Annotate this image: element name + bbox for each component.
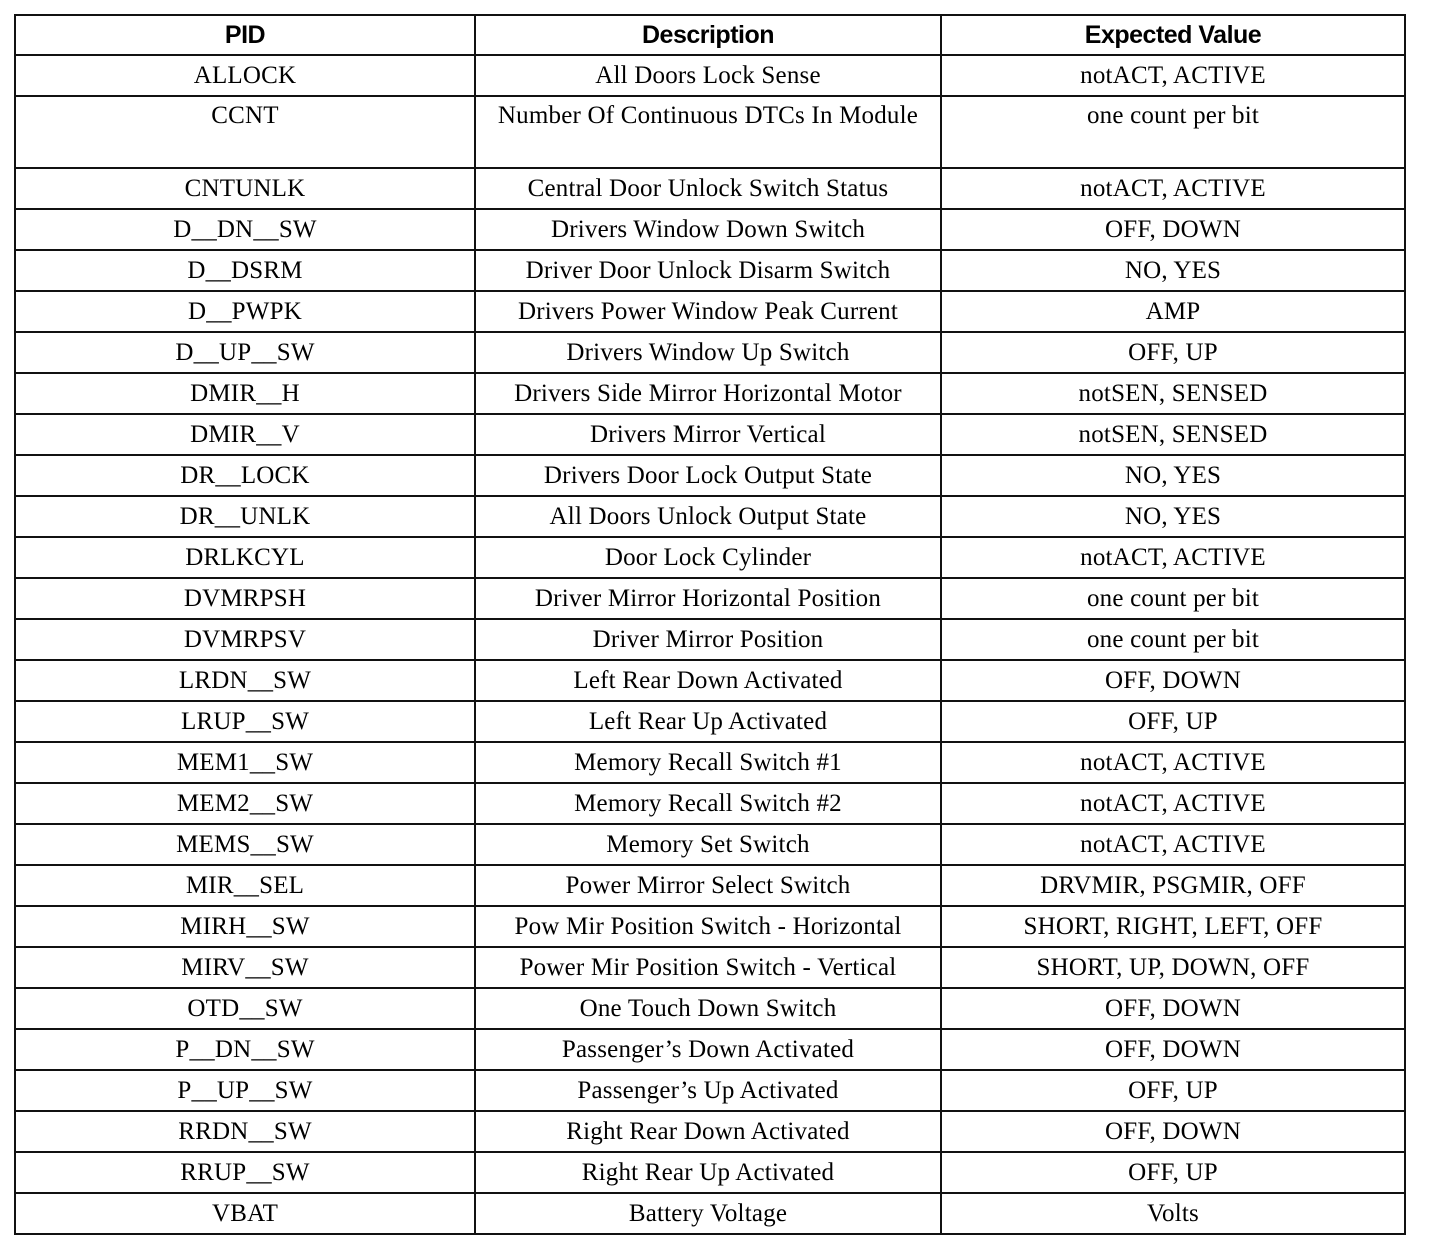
description-cell: Drivers Door Lock Output State — [475, 455, 941, 496]
pid-cell: RRDN__SW — [15, 1111, 475, 1152]
description-cell: Driver Mirror Position — [475, 619, 941, 660]
description-cell: Door Lock Cylinder — [475, 537, 941, 578]
description-cell: Left Rear Down Activated — [475, 660, 941, 701]
description-cell: Drivers Window Up Switch — [475, 332, 941, 373]
expected-value-cell: SHORT, UP, DOWN, OFF — [941, 947, 1405, 988]
description-cell: Power Mir Position Switch - Vertical — [475, 947, 941, 988]
pid-cell: ALLOCK — [15, 55, 475, 96]
expected-value-cell: Volts — [941, 1193, 1405, 1234]
expected-value-cell: notACT, ACTIVE — [941, 168, 1405, 209]
table-row — [15, 988, 1405, 1029]
table-row — [15, 578, 1405, 619]
pid-cell: DMIR__V — [15, 414, 475, 455]
table-row — [15, 1070, 1405, 1111]
table-row — [15, 906, 1405, 947]
table-row — [15, 865, 1405, 906]
expected-value-cell: one count per bit — [941, 619, 1405, 660]
description-cell: Drivers Side Mirror Horizontal Motor — [475, 373, 941, 414]
description-cell: Central Door Unlock Switch Status — [475, 168, 941, 209]
table-row — [15, 1193, 1405, 1234]
table-row — [15, 55, 1405, 96]
pid-table — [14, 14, 1406, 1235]
table-row — [15, 1111, 1405, 1152]
description-cell: Passenger’s Down Activated — [475, 1029, 941, 1070]
pid-cell: DVMRPSH — [15, 578, 475, 619]
table-row — [15, 783, 1405, 824]
pid-cell: CNTUNLK — [15, 168, 475, 209]
pid-cell: LRDN__SW — [15, 660, 475, 701]
document-page — [14, 14, 1406, 1235]
table-row — [15, 537, 1405, 578]
pid-cell: D__UP__SW — [15, 332, 475, 373]
expected-value-cell: AMP — [941, 291, 1405, 332]
table-row — [15, 824, 1405, 865]
expected-value-cell: one count per bit — [941, 96, 1405, 168]
pid-cell: MIRV__SW — [15, 947, 475, 988]
pid-cell: P__UP__SW — [15, 1070, 475, 1111]
expected-value-cell: NO, YES — [941, 455, 1405, 496]
expected-value-cell: OFF, UP — [941, 1070, 1405, 1111]
expected-value-cell: OFF, DOWN — [941, 988, 1405, 1029]
description-cell: Battery Voltage — [475, 1193, 941, 1234]
expected-value-cell: notACT, ACTIVE — [941, 537, 1405, 578]
description-cell: Passenger’s Up Activated — [475, 1070, 941, 1111]
pid-cell: DR__UNLK — [15, 496, 475, 537]
table-row — [15, 947, 1405, 988]
table-row — [15, 373, 1405, 414]
table-row — [15, 455, 1405, 496]
pid-cell: VBAT — [15, 1193, 475, 1234]
description-cell: Memory Recall Switch #1 — [475, 742, 941, 783]
pid-cell: D__DSRM — [15, 250, 475, 291]
pid-cell: MEM2__SW — [15, 783, 475, 824]
description-cell: Driver Mirror Horizontal Position — [475, 578, 941, 619]
description-cell: One Touch Down Switch — [475, 988, 941, 1029]
description-cell: All Doors Lock Sense — [475, 55, 941, 96]
expected-value-cell: OFF, UP — [941, 701, 1405, 742]
table-row — [15, 96, 1405, 168]
pid-cell: MIRH__SW — [15, 906, 475, 947]
pid-cell: OTD__SW — [15, 988, 475, 1029]
expected-value-cell: SHORT, RIGHT, LEFT, OFF — [941, 906, 1405, 947]
description-cell: Drivers Mirror Vertical — [475, 414, 941, 455]
table-row — [15, 291, 1405, 332]
pid-cell: MEM1__SW — [15, 742, 475, 783]
pid-cell: D__PWPK — [15, 291, 475, 332]
table-row — [15, 332, 1405, 373]
pid-cell: DRLKCYL — [15, 537, 475, 578]
expected-value-cell: OFF, DOWN — [941, 209, 1405, 250]
expected-value-cell: OFF, DOWN — [941, 660, 1405, 701]
header-row — [15, 15, 1405, 55]
description-cell: Memory Set Switch — [475, 824, 941, 865]
description-cell: Drivers Window Down Switch — [475, 209, 941, 250]
description-cell: Memory Recall Switch #2 — [475, 783, 941, 824]
table-row — [15, 1152, 1405, 1193]
header-description: Description — [475, 15, 941, 55]
table-row — [15, 742, 1405, 783]
description-cell: Right Rear Up Activated — [475, 1152, 941, 1193]
description-cell: Pow Mir Position Switch - Horizontal — [475, 906, 941, 947]
pid-cell: CCNT — [15, 96, 475, 168]
table-row — [15, 250, 1405, 291]
pid-cell: RRUP__SW — [15, 1152, 475, 1193]
pid-cell: P__DN__SW — [15, 1029, 475, 1070]
expected-value-cell: notACT, ACTIVE — [941, 783, 1405, 824]
table-row — [15, 496, 1405, 537]
description-cell: Right Rear Down Activated — [475, 1111, 941, 1152]
description-cell: Left Rear Up Activated — [475, 701, 941, 742]
pid-cell: MEMS__SW — [15, 824, 475, 865]
table-row — [15, 1029, 1405, 1070]
expected-value-cell: notACT, ACTIVE — [941, 742, 1405, 783]
table-row — [15, 168, 1405, 209]
pid-cell: DVMRPSV — [15, 619, 475, 660]
expected-value-cell: NO, YES — [941, 250, 1405, 291]
pid-cell: DMIR__H — [15, 373, 475, 414]
expected-value-cell: OFF, UP — [941, 332, 1405, 373]
pid-cell: DR__LOCK — [15, 455, 475, 496]
table-row — [15, 209, 1405, 250]
description-cell: Number Of Continuous DTCs In Module — [475, 96, 941, 168]
expected-value-cell: NO, YES — [941, 496, 1405, 537]
expected-value-cell: notACT, ACTIVE — [941, 55, 1405, 96]
table-body — [15, 55, 1405, 1234]
description-cell: Driver Door Unlock Disarm Switch — [475, 250, 941, 291]
pid-cell: LRUP__SW — [15, 701, 475, 742]
description-cell: All Doors Unlock Output State — [475, 496, 941, 537]
expected-value-cell: notSEN, SENSED — [941, 373, 1405, 414]
pid-cell: MIR__SEL — [15, 865, 475, 906]
expected-value-cell: OFF, DOWN — [941, 1111, 1405, 1152]
header-expected-value: Expected Value — [941, 15, 1405, 55]
table-row — [15, 701, 1405, 742]
pid-cell: D__DN__SW — [15, 209, 475, 250]
expected-value-cell: OFF, DOWN — [941, 1029, 1405, 1070]
table-row — [15, 414, 1405, 455]
expected-value-cell: notACT, ACTIVE — [941, 824, 1405, 865]
expected-value-cell: DRVMIR, PSGMIR, OFF — [941, 865, 1405, 906]
expected-value-cell: notSEN, SENSED — [941, 414, 1405, 455]
description-cell: Power Mirror Select Switch — [475, 865, 941, 906]
expected-value-cell: one count per bit — [941, 578, 1405, 619]
table-row — [15, 619, 1405, 660]
table-row — [15, 660, 1405, 701]
expected-value-cell: OFF, UP — [941, 1152, 1405, 1193]
header-pid: PID — [15, 15, 475, 55]
description-cell: Drivers Power Window Peak Current — [475, 291, 941, 332]
